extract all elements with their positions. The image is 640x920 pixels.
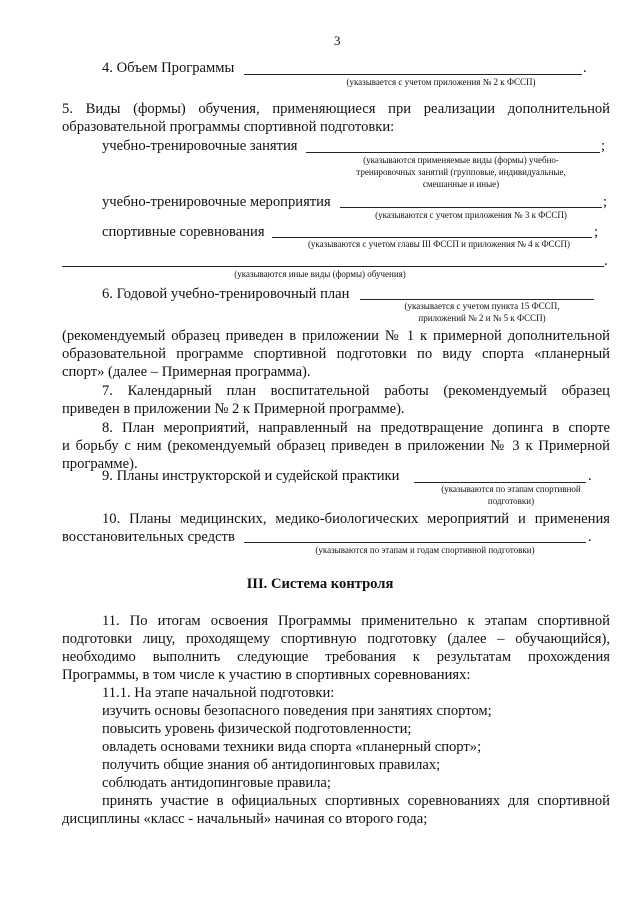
item11-subheading: 11.1. На этапе начальной подготовки: xyxy=(102,685,335,701)
item6-line1: (рекомендуемый образец приведен в приложении № 1 к примерной дополнительной xyxy=(62,328,610,344)
item6-fill-line xyxy=(360,299,594,300)
item6-line3: спорт» (далее – Примерная программа). xyxy=(62,364,311,380)
item6-note1: (указывается с учетом пункта 15 ФССП, xyxy=(404,301,560,311)
competitions-label: спортивные соревнования xyxy=(102,224,265,240)
other-forms-end: . xyxy=(604,253,608,269)
events-label: учебно-тренировочные мероприятия xyxy=(102,194,331,210)
item10-line1: 10. Планы медицинских, медико-биологических мероприятий и применения xyxy=(102,511,610,527)
training-note2: тренировочных занятий (групповые, индивидуальные, xyxy=(356,167,566,177)
requirement-item-2: повысить уровень физической подготовленности; xyxy=(102,721,412,737)
item8-line3: программе). xyxy=(62,456,138,472)
requirement-item-1: изучить основы безопасного поведения при занятиях спортом; xyxy=(102,703,492,719)
item6-line2: образовательной программе спортивной подготовки по виду спорта «планерный xyxy=(62,346,610,362)
item10-fill-line xyxy=(244,542,586,543)
requirement-item-6-cont: дисциплины «класс - начальный» начиная со второго года; xyxy=(62,811,428,827)
requirement-item-5: соблюдать антидопинговые правила; xyxy=(102,775,331,791)
item7-line2: приведен в приложении № 2 к Примерной программе). xyxy=(62,401,405,417)
training-note3: смешанные и иные) xyxy=(422,179,500,189)
training-label: учебно-тренировочные занятия xyxy=(102,138,298,154)
item5-line1: 5. Виды (формы) обучения, применяющиеся при реализации дополнительной xyxy=(62,101,610,117)
training-end: ; xyxy=(601,138,606,154)
item9-note1: (указываются по этапам спортивной xyxy=(441,484,581,494)
item6-note2: приложений № 2 и № 5 к ФССП) xyxy=(418,313,546,323)
competitions-note: (указываются с учетом главы III ФССП и приложения № 4 к ФССП) xyxy=(307,239,571,249)
item7-line1: 7. Календарный план воспитательной работы (рекомендуемый образец xyxy=(102,383,610,399)
item8-line2: и борьбу с ним (рекомендуемый образец приведен в приложении № 3 к Примерной xyxy=(62,438,610,454)
item4-fill-line xyxy=(244,74,582,75)
events-end: ; xyxy=(603,194,608,210)
item6-label: 6. Годовой учебно-тренировочный план xyxy=(102,286,350,302)
page-number: 3 xyxy=(334,33,341,48)
item11-line4: Программы, в том числе к участию в спортивных соревнованиях: xyxy=(62,667,471,683)
item11-line3: необходимо выполнить следующие требования к результатам прохождения xyxy=(62,649,610,665)
training-fill-line xyxy=(306,152,600,153)
competitions-end: ; xyxy=(594,224,599,240)
item11-line2: подготовки лицу, проходящему спортивную подготовку (далее – обучающийся), xyxy=(62,631,610,647)
other-forms-fill-line xyxy=(62,266,604,267)
item5-line2: образовательной программы спортивной подготовки: xyxy=(62,119,395,135)
training-note1: (указываются применяемые виды (формы) учебно- xyxy=(363,155,559,165)
item10-end: . xyxy=(588,529,592,545)
other-forms-note: (указываются иные виды (формы) обучения) xyxy=(234,269,406,279)
item9-note2: подготовки) xyxy=(487,496,535,506)
requirement-item-4: получить общие знания об антидопинговых правилах; xyxy=(102,757,441,773)
requirement-item-6: принять участие в официальных спортивных соревнованиях для спортивной xyxy=(102,793,610,809)
item4-note: (указывается с учетом приложения № 2 к ФССП) xyxy=(346,77,536,87)
item9-end: . xyxy=(588,468,592,484)
item9-label: 9. Планы инструкторской и судейской практики xyxy=(102,468,400,484)
item11-line1: 11. По итогам освоения Программы применительно к этапам спортивной xyxy=(102,613,610,629)
item8-line1: 8. План мероприятий, направленный на предотвращение допинга в спорте xyxy=(102,420,610,436)
item4-label: 4. Объем Программы xyxy=(102,60,235,76)
competitions-fill-line xyxy=(272,237,592,238)
requirement-item-3: овладеть основами техники вида спорта «планерный спорт»; xyxy=(102,739,482,755)
events-note: (указываются с учетом приложения № 3 к ФССП) xyxy=(375,210,567,220)
item9-fill-line xyxy=(414,482,586,483)
item4-end: . xyxy=(583,60,587,76)
section-title: III. Система контроля xyxy=(246,576,394,592)
item10-label: восстановительных средств xyxy=(62,529,235,545)
item10-note: (указываются по этапам и годам спортивной подготовки) xyxy=(315,545,535,555)
events-fill-line xyxy=(340,207,602,208)
